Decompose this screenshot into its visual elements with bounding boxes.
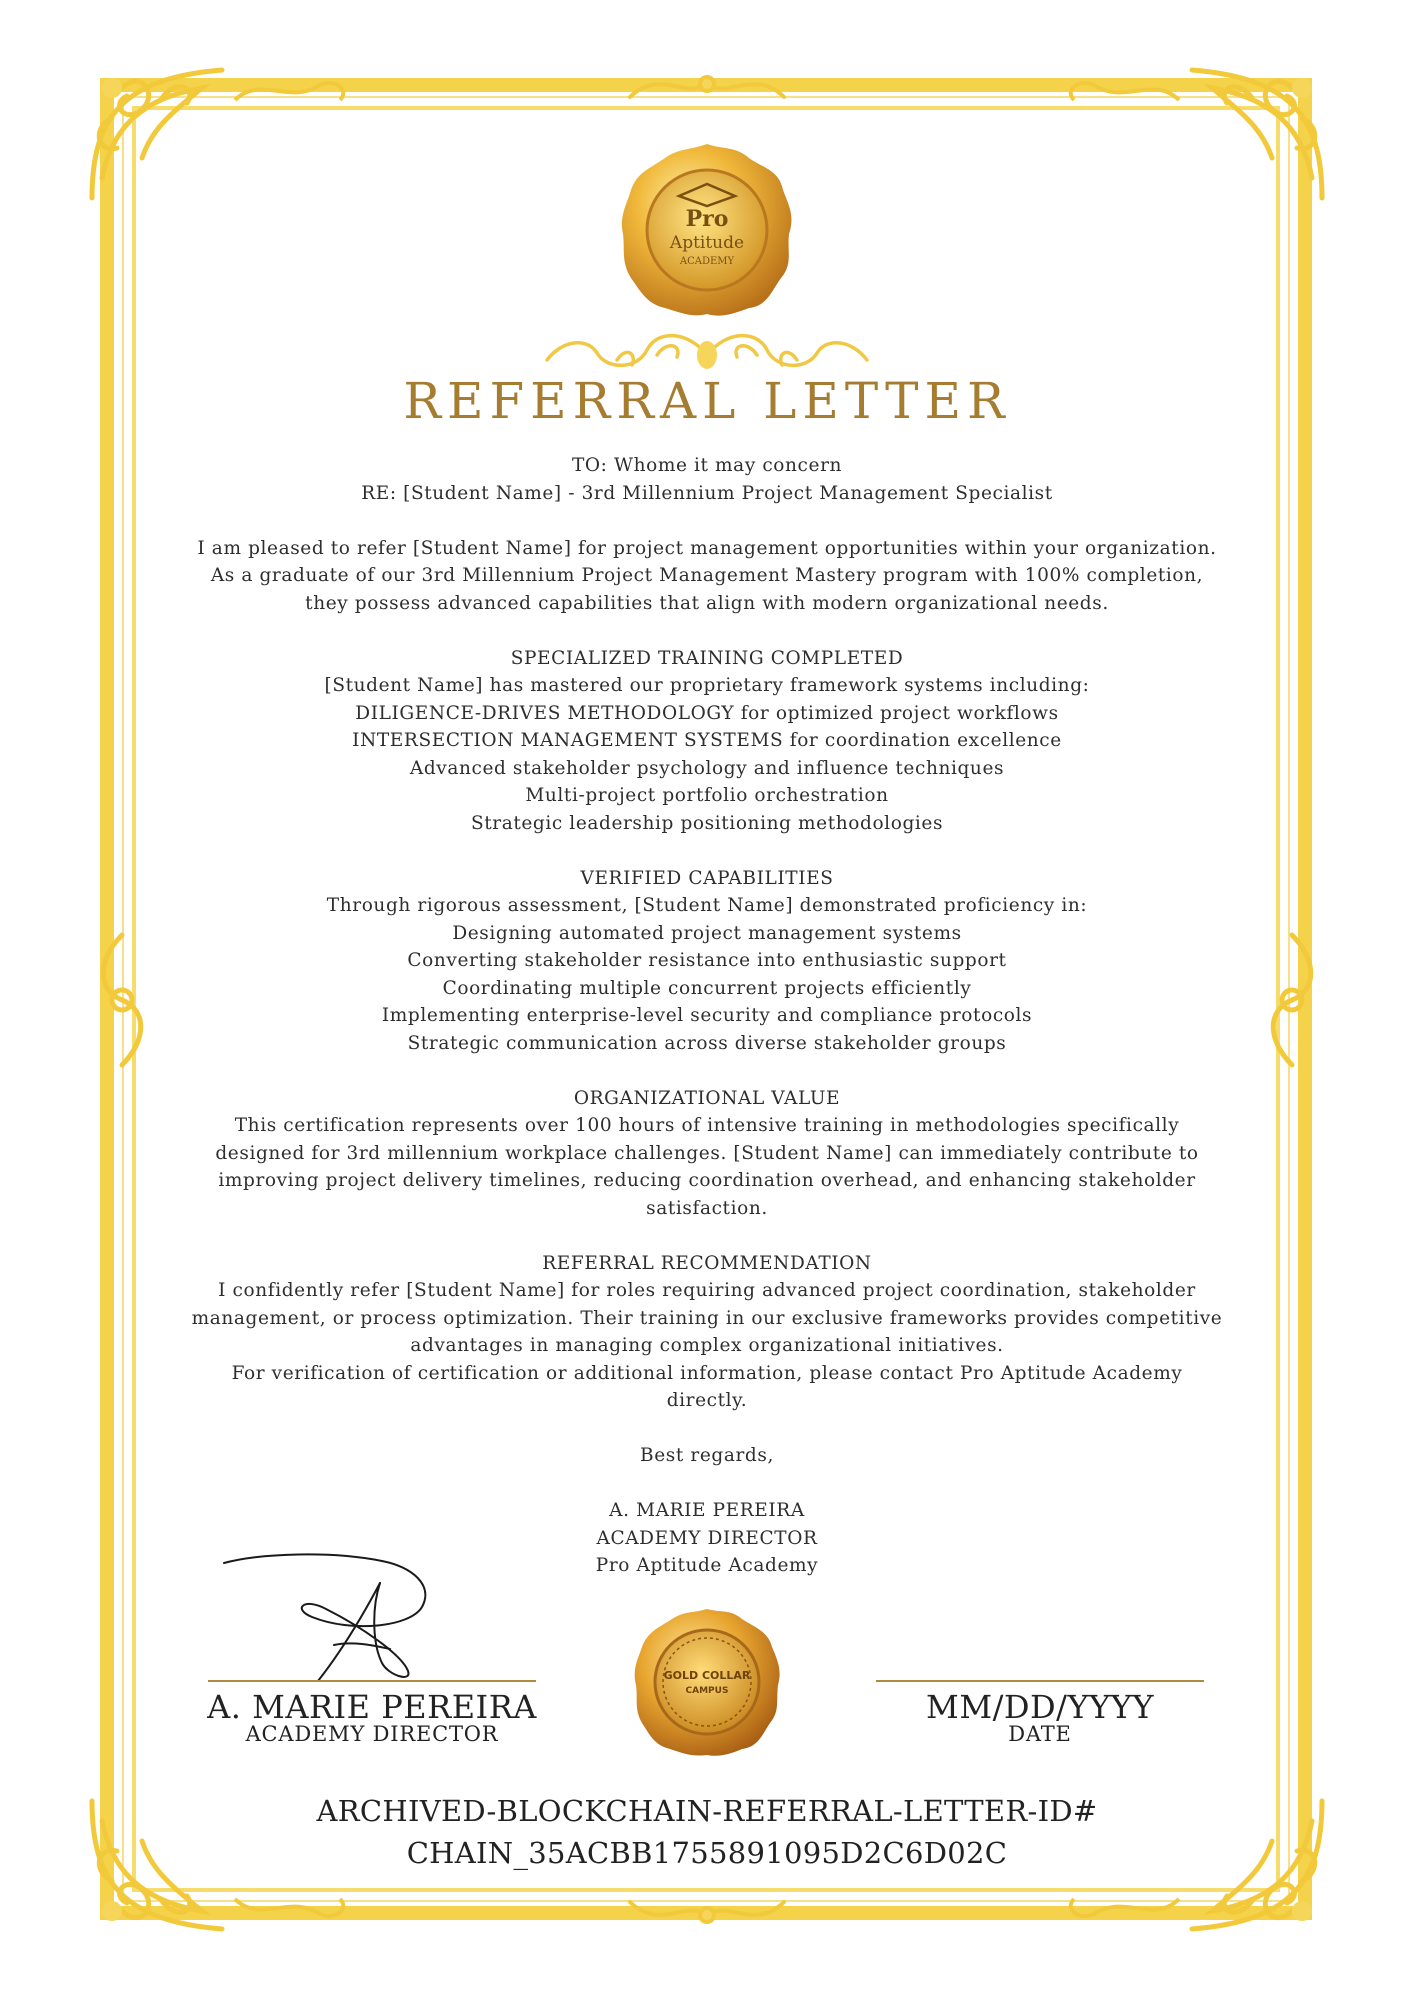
letter-body <box>180 452 1234 1580</box>
recommendation-line: For verification of certification or additional information, please contact Pro Aptitude Academy <box>231 1362 1183 1384</box>
seal-top-line1: Pro <box>685 206 729 232</box>
recommendation-line: I confidently refer [Student Name] for roles requiring advanced project coordination, stakeholder <box>218 1280 1196 1301</box>
scroll-ornament-icon <box>230 1889 360 1929</box>
campus-seal-icon <box>630 1605 784 1759</box>
section-heading-value: ORGANIZATIONAL VALUE <box>573 1087 841 1109</box>
training-line: Strategic leadership positioning methodologies <box>470 812 944 834</box>
recommendation-line: advantages in managing complex organizational initiatives. <box>410 1335 1004 1356</box>
capability-line: Designing automated project management systems <box>452 922 962 944</box>
scroll-ornament-icon <box>1054 1889 1184 1929</box>
recommendation-line: directly. <box>666 1390 748 1411</box>
training-line: DILIGENCE-DRIVES METHODOLOGY for optimized project workflows <box>355 702 1059 724</box>
capability-line: Coordinating multiple concurrent projects efficiently <box>442 977 972 999</box>
training-line: Multi-project portfolio orchestration <box>525 785 889 806</box>
seal-top-line2: Aptitude <box>669 233 745 253</box>
handwritten-signature-icon <box>222 1545 462 1685</box>
seal-bottom-line2: CAMPUS <box>685 1686 729 1696</box>
scroll-ornament-icon <box>230 70 360 110</box>
seal-bottom-line1: GOLD COLLAR <box>663 1669 751 1682</box>
signatory-role: ACADEMY DIRECTOR <box>245 1722 499 1746</box>
blockchain-id <box>0 1790 1414 1874</box>
training-line: [Student Name] has mastered our proprietary framework systems including: <box>324 675 1090 696</box>
recommendation-line: management, or process optimization. Their training in our exclusive frameworks provides competitive <box>191 1307 1223 1329</box>
date-line <box>876 1680 1204 1682</box>
bottom-ornament-icon <box>620 1887 794 1937</box>
training-line: INTERSECTION MANAGEMENT SYSTEMS for coordination excellence <box>352 730 1062 751</box>
intro-line: they possess advanced capabilities that align with modern organizational needs. <box>305 592 1109 614</box>
academy-seal-icon <box>617 140 797 320</box>
side-ornament-icon <box>92 930 152 1070</box>
blockchain-id-line2: CHAIN_35ACBB1755891095D2C6D02C <box>406 1836 1008 1870</box>
capability-line: Through rigorous assessment, [Student Name] demonstrated proficiency in: <box>326 895 1088 916</box>
training-line: Advanced stakeholder psychology and influence techniques <box>409 757 1005 779</box>
date-value: MM/DD/YYYY <box>926 1688 1154 1726</box>
section-heading-training: SPECIALIZED TRAINING COMPLETED <box>510 647 904 669</box>
seal-top-line3: ACADEMY <box>679 256 735 267</box>
blockchain-id-line1: ARCHIVED-BLOCKCHAIN-REFERRAL-LETTER-ID# <box>316 1794 1098 1828</box>
closing-name: A. MARIE PEREIRA <box>609 1500 805 1521</box>
closing-role: ACADEMY DIRECTOR <box>596 1527 818 1549</box>
side-ornament-icon <box>1262 930 1322 1070</box>
corner-ornament-icon <box>82 58 232 208</box>
closing-regards: Best regards, <box>640 1445 774 1466</box>
letter-title: REFERRAL LETTER <box>403 372 1011 430</box>
top-ornament-icon <box>620 62 794 112</box>
re-line: RE: [Student Name] - 3rd Millennium Project Management Specialist <box>361 482 1053 504</box>
value-line: improving project delivery timelines, reducing coordination overhead, and enhancing stakeholder <box>218 1170 1196 1191</box>
corner-ornament-icon <box>1182 58 1332 208</box>
signature-line <box>208 1680 536 1682</box>
value-line: This certification represents over 100 hours of intensive training in methodologies specifically <box>234 1115 1180 1136</box>
section-heading-recommendation: REFERRAL RECOMMENDATION <box>542 1252 872 1274</box>
capability-line: Strategic communication across diverse stakeholder groups <box>407 1032 1007 1054</box>
closing-org: Pro Aptitude Academy <box>595 1555 819 1576</box>
value-line: satisfaction. <box>646 1197 768 1219</box>
intro-line: I am pleased to refer [Student Name] for project management opportunities within your organization. <box>197 537 1217 559</box>
scroll-ornament-icon <box>1054 70 1184 110</box>
intro-line: As a graduate of our 3rd Millennium Project Management Mastery program with 100% completion, <box>210 565 1204 586</box>
signatory-name: A. MARIE PEREIRA <box>207 1688 537 1726</box>
value-line: designed for 3rd millennium workplace challenges. [Student Name] can immediately contribute to <box>215 1142 1199 1164</box>
capability-line: Converting stakeholder resistance into enthusiastic support <box>407 950 1007 971</box>
date-label: DATE <box>1008 1722 1072 1746</box>
section-heading-capabilities: VERIFIED CAPABILITIES <box>580 867 834 889</box>
capability-line: Implementing enterprise-level security and compliance protocols <box>381 1005 1033 1026</box>
to-line: TO: Whome it may concern <box>571 455 843 476</box>
